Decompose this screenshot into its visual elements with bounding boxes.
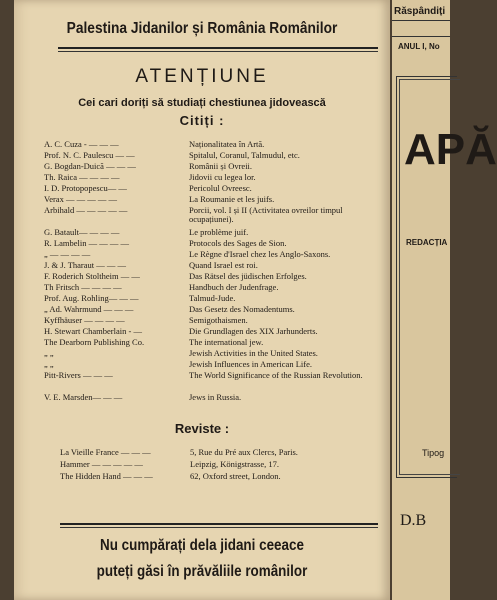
book-author: R. Lambelin — — — — [44,238,129,248]
book-title: The World Significance of the Russian Revolution. [189,370,363,380]
book-author: Verax — — — — — [44,194,117,204]
book-author: Pitt-Rivers — — — [44,370,113,380]
book-title: Le Règne d'Israel chez les Anglo-Saxons. [189,249,331,259]
book-author: Prof. N. C. Paulescu — — [44,150,135,160]
book-title: Românii și Ovreii. [189,161,253,171]
book-title: Das Rätsel des jüdischen Erfolges. [189,271,307,281]
book-title: Porcii, vol. I și II (Activitatea ovreilor timpul ocupațiunei). [189,205,343,224]
side-masthead: APĂ [404,125,497,174]
book-title: Quand Israel est roi. [189,260,258,270]
book-author: A. C. Cuza - — — — [44,139,119,149]
header-rule [58,47,378,49]
side-rule [392,36,450,37]
book-title: Spitalul, Coranul, Talmudul, etc. [189,150,300,160]
book-author: Th. Raica — — — — [44,172,120,182]
header-rule-thin [58,51,378,52]
book-title: The international jew. [189,337,264,347]
review-address: 62, Oxford street, London. [190,471,281,481]
header-title: Palestina Jidanilor și România Românilor [66,20,338,37]
book-title: Jidovii cu legea lor. [189,172,256,182]
reviste-heading: Reviste : [174,421,230,436]
book-author: The Dearborn Publishing Co. [44,337,145,347]
side-text-top: Răspândiți [394,6,446,17]
review-name: Hammer — — — — — [60,459,143,469]
book-title: La Roumanie et les juifs. [189,194,275,204]
book-title: Talmud-Jude. [189,293,236,303]
adjacent-page [392,0,497,600]
book-author: I. D. Protopopescu— — [44,183,127,193]
side-rule [392,20,450,21]
book-author: G. Bogdan-Duică — — — [44,161,136,171]
book-author: Kyffhäuser — — — — [44,315,125,325]
atentiune-heading: ATENȚIUNE [135,66,269,87]
book-title: Semigothaismen. [189,315,248,325]
side-text-redactia: REDACȚIA [406,238,448,247]
booklet-page [14,0,390,600]
book-author: Th Fritsch — — — — [44,282,122,292]
review-name: The Hidden Hand — — — [60,471,153,481]
book-author: Prof. Aug. Rohling— — — [44,293,139,303]
review-address: Leipzig, Königstrasse, 17. [190,459,279,469]
book-title: Die Grundlagen des XIX Jarhunderts. [189,326,318,336]
book-author: „ „ [44,359,54,369]
bottom-slogan-line1: Nu cumpărați dela jidani ceeace [100,537,304,554]
book-author: J. & J. Tharaut — — — [44,260,127,270]
side-text-bottom: D.B [400,512,427,529]
bottom-rule-thin [60,527,378,528]
book-author: „ „ [44,348,54,358]
bottom-rule [60,523,378,525]
side-text-tipog: Tipog [422,448,445,458]
review-address: 5, Rue du Pré aux Clercs, Paris. [190,447,298,457]
book-title: Pericolul Ovreesc. [189,183,252,193]
book-title: Handbuch der Judenfrage. [189,282,279,292]
subtitle: Cei cari doriți să studiați chestiunea jidovească [78,97,326,109]
side-text-issue: ANUL I, No [398,42,440,51]
cititi-heading: Citiți : [179,113,225,128]
book-title: Le problème juif. [189,227,249,237]
bottom-slogan-line2: puteți găsi în prăvăliile românilor [96,563,308,580]
book-author: F. Roderich Stoltheim — — [44,271,140,281]
book-author: Arbihald — — — — — [44,205,128,215]
book-author: „ Ad. Wahrmund — — — [44,304,134,314]
book-title: Jews in Russia. [189,392,242,402]
book-title: Jewish Influences in American Life. [189,359,312,369]
review-name: La Vieille France — — — [60,447,151,457]
book-title: Naționalitatea în Artă. [189,139,265,149]
book-title: Das Gesetz des Nomadentums. [189,304,295,314]
book-author: „ — — — — [44,249,91,259]
book-title: Jewish Activities in the United States. [189,348,318,358]
book-title: Protocols des Sages de Sion. [189,238,287,248]
book-author: G. Batault— — — — [44,227,120,237]
book-author: V. E. Marsden— — — [44,392,123,402]
book-author: H. Stewart Chamberlain - — [44,326,142,336]
